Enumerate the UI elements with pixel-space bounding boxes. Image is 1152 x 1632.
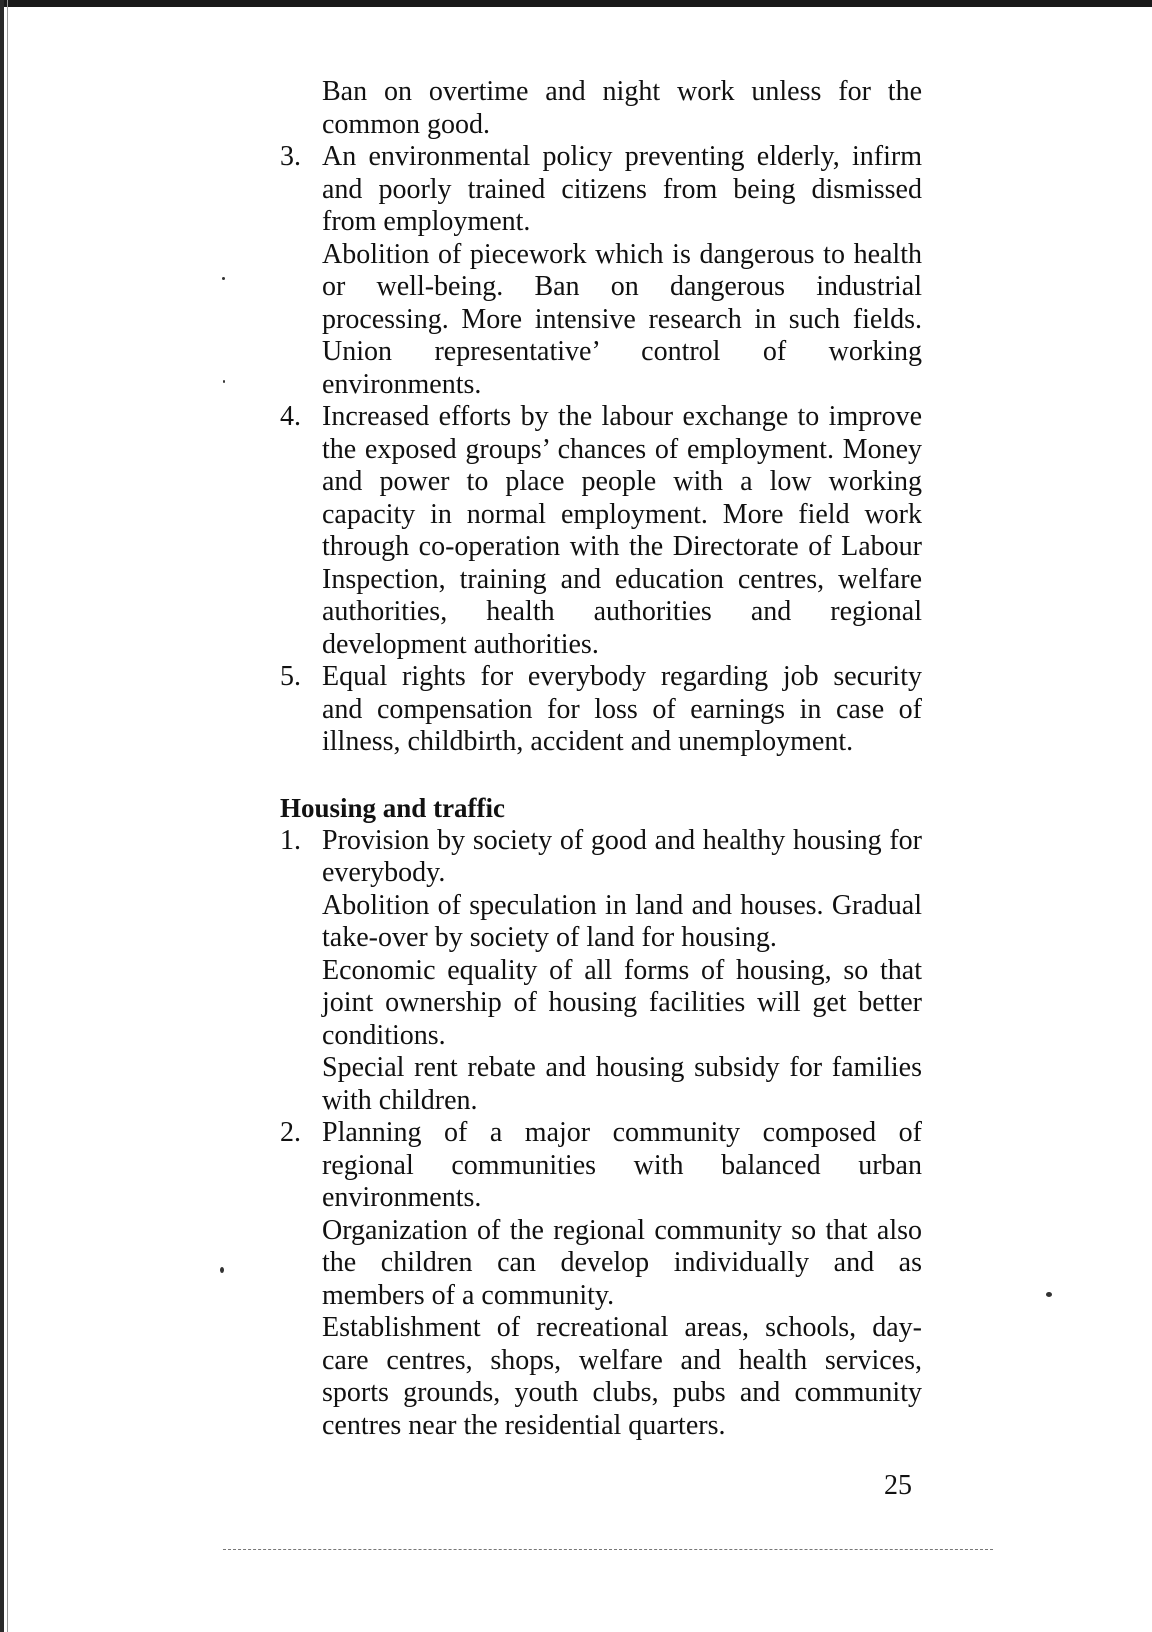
list-item-2 xyxy=(280,1117,922,1442)
list-number: 5. xyxy=(280,661,301,692)
scan-speck xyxy=(1046,1292,1052,1297)
list-number: 3. xyxy=(280,141,301,172)
list-number: 4. xyxy=(280,401,301,432)
list-item-1 xyxy=(280,825,922,1118)
page-left-edge-line xyxy=(7,0,8,1632)
list-item-text: Establishment of recreational areas, schools, day-care centres, shops, welfare and health services, sports grounds, youth clubs, pubs and community centres near the residential quarters. xyxy=(322,1312,922,1441)
list-item-text: Equal rights for everybody regarding job security and compensation for loss of earnings in case of illness, childbirth, accident and unemployment. xyxy=(322,661,922,757)
page-top-edge xyxy=(0,0,1152,7)
list-housing xyxy=(280,825,922,1443)
section-heading: Housing and traffic xyxy=(280,792,506,823)
list-item-text: Provision by society of good and healthy housing for everybody. xyxy=(322,824,922,888)
list-item-text: An environmental policy preventing elderly, infirm and poorly trained citizens from being dismissed from employment. xyxy=(322,141,922,237)
list-item-text: Abolition of piecework which is dangerous to health or well-being. Ban on dangerous industrial processing. More intensive research in such fields. Union representative’ control of working environments. xyxy=(322,238,922,400)
list-employment xyxy=(280,141,922,759)
page-body xyxy=(280,76,922,1442)
list-item-4 xyxy=(280,401,922,661)
list-item-text: Increased efforts by the labour exchange to improve the exposed groups’ chances of employment. Money and power to place people with a low working capacity in normal employment. More field work through co-operation with the Directorate of Labour Inspection, training and education centres, welfare authorities, health authorities and regional development authorities. xyxy=(322,401,922,660)
scan-speck xyxy=(220,1267,224,1273)
paragraph: Ban on overtime and night work unless for the common good. xyxy=(322,76,922,140)
list-item-text: Planning of a major community composed of regional communities with balanced urban environments. xyxy=(322,1117,922,1213)
scan-speck xyxy=(223,380,225,383)
bottom-rule xyxy=(223,1549,993,1550)
page-left-edge xyxy=(0,0,4,1632)
list-item-text: Economic equality of all forms of housing, so that joint ownership of housing facilities will get better conditions. xyxy=(322,954,922,1051)
page-number: 25 xyxy=(884,1470,912,1501)
list-item-text: Special rent rebate and housing subsidy for families with children. xyxy=(322,1052,922,1116)
list-number: 1. xyxy=(280,824,301,856)
list-item-text: Organization of the regional community so that also the children can develop individually and as members of a community. xyxy=(322,1214,922,1311)
list-number: 2. xyxy=(280,1117,301,1148)
list-item-text: Abolition of speculation in land and houses. Gradual take-over by society of land for housing. xyxy=(322,889,922,953)
scan-speck xyxy=(222,277,225,280)
list-item-5 xyxy=(280,661,922,759)
list-item-3 xyxy=(280,141,922,401)
